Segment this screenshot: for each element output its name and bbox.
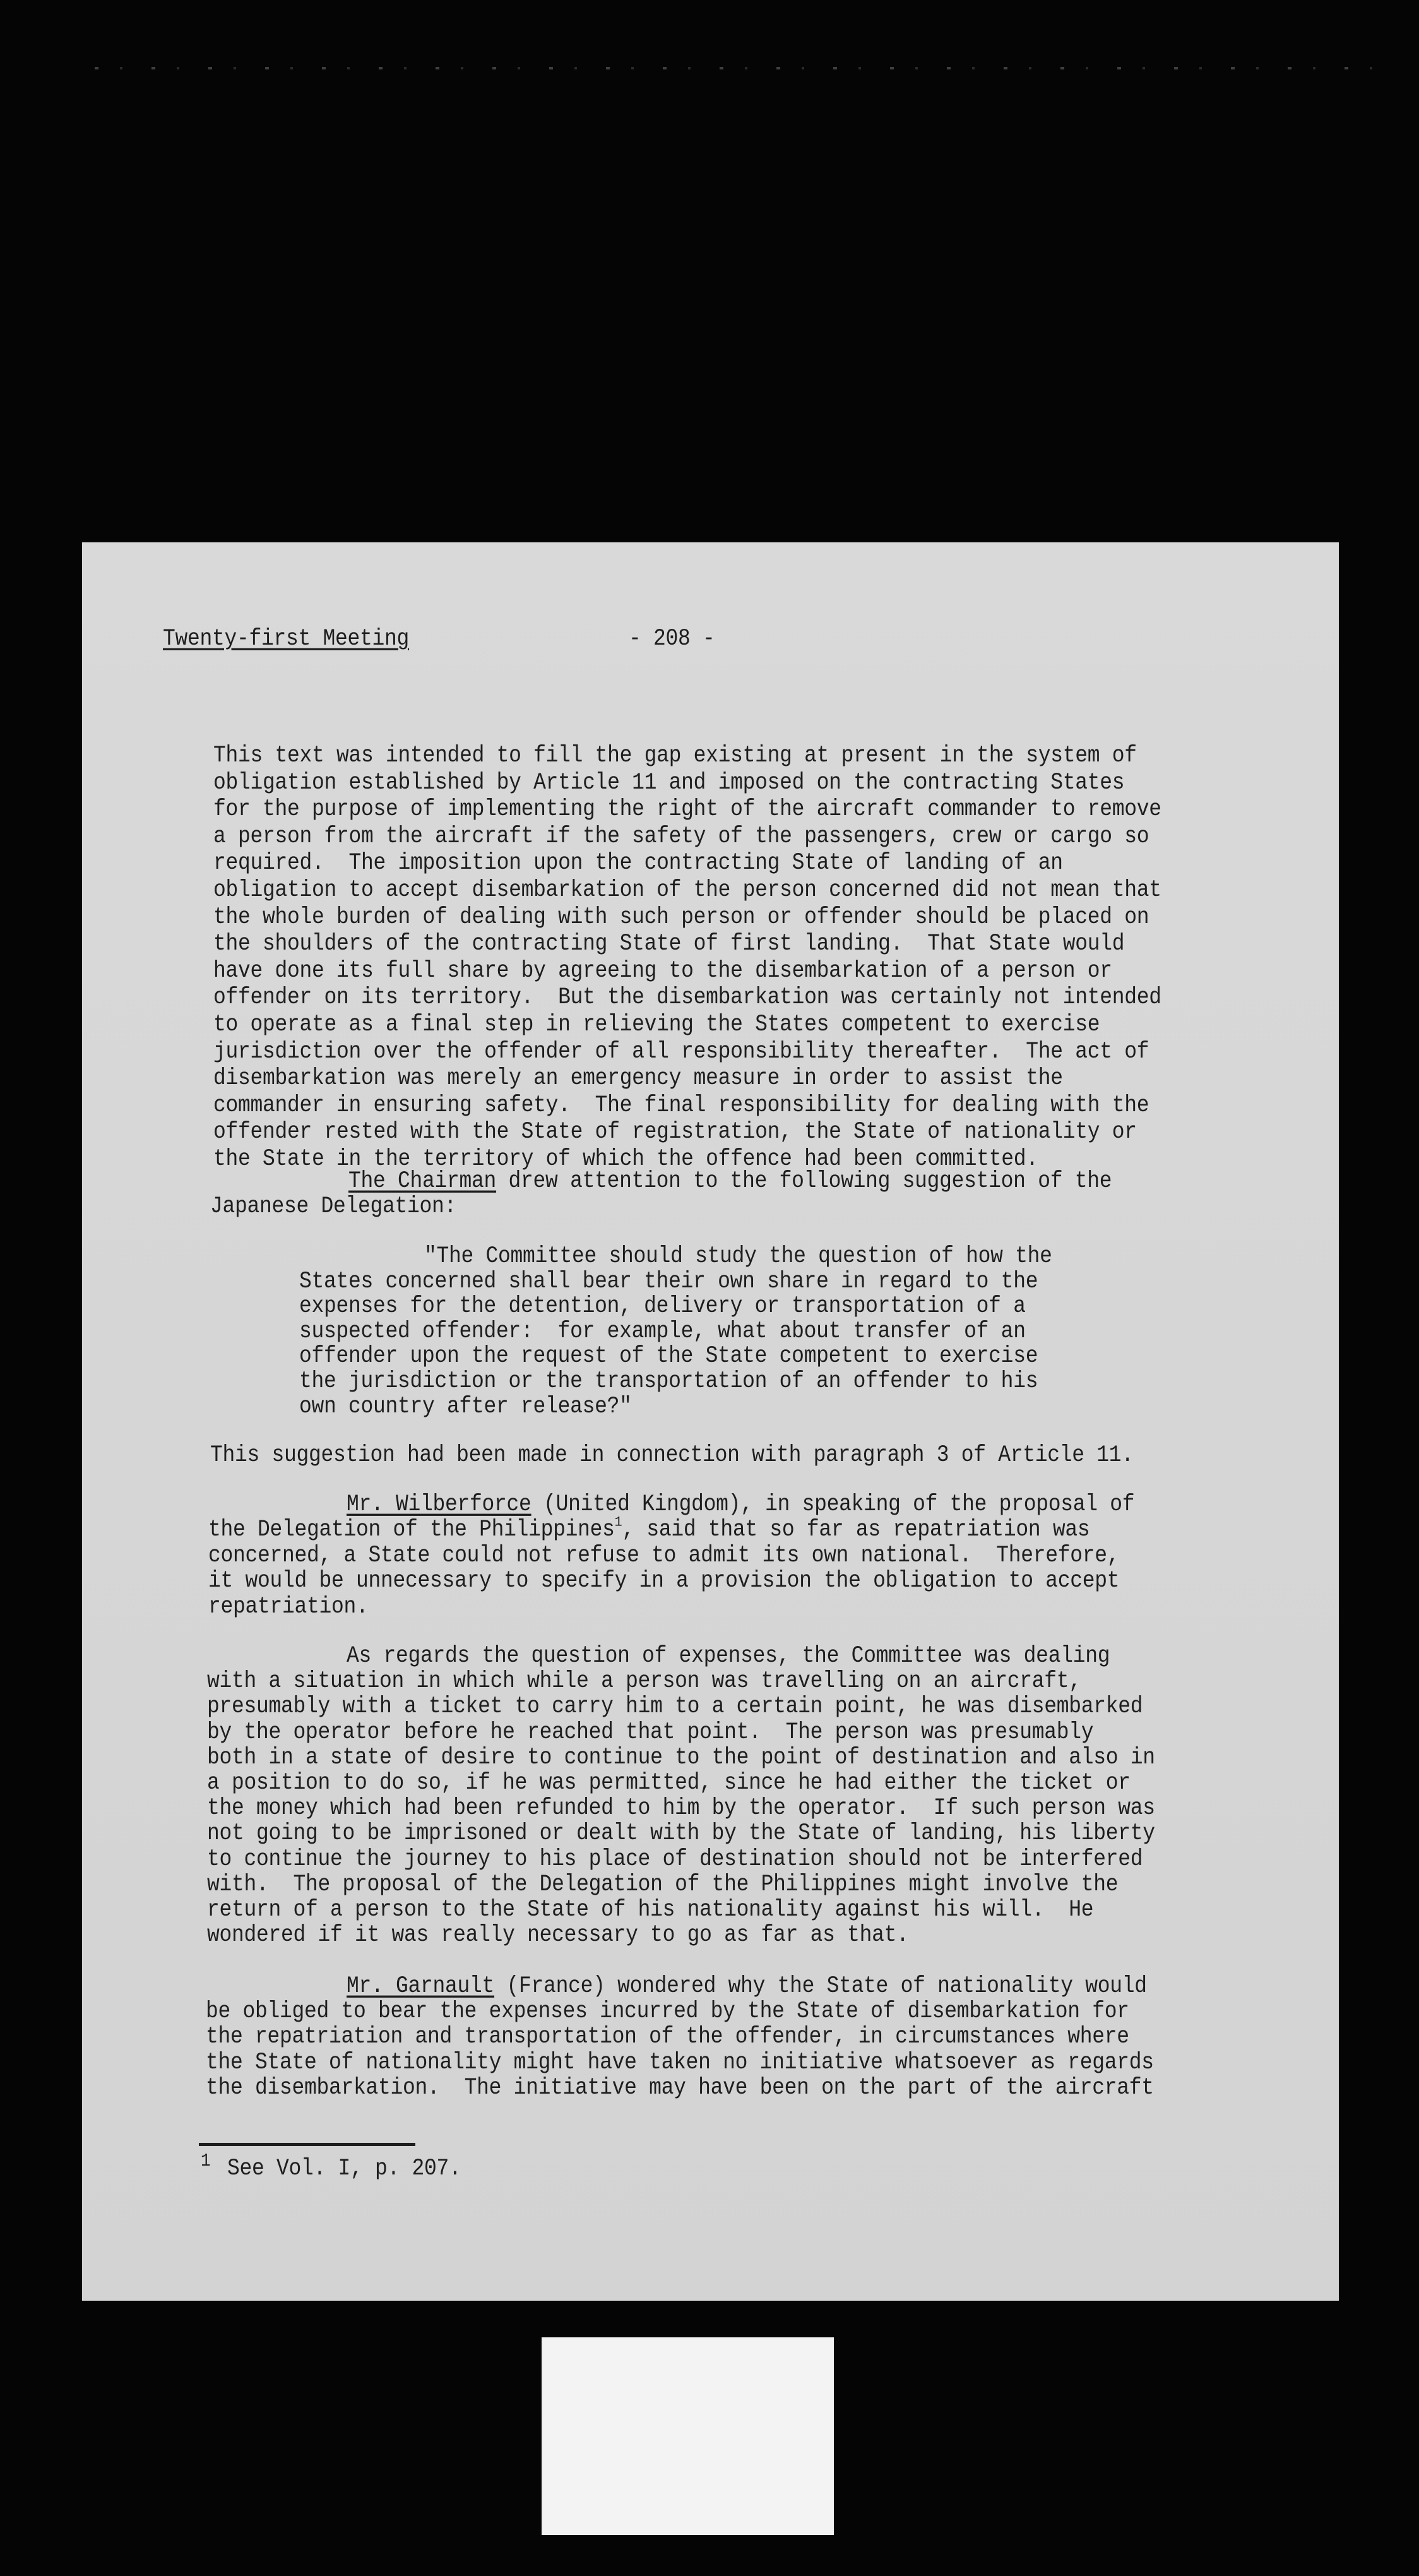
- quote-japanese-delegation-line: [299, 1342, 1038, 1371]
- text-run: return of a person to the State of his nationality against his will. He: [207, 1896, 1094, 1923]
- quote-japanese-delegation-line: [299, 1368, 1038, 1396]
- footnote-rule: [199, 2143, 415, 2146]
- paragraph-garnault-line: [206, 2073, 1154, 2102]
- speaker-name: The Chairman: [348, 1167, 497, 1195]
- text-run: it would be unnecessary to specify in a provision the obligation to accept: [208, 1567, 1120, 1594]
- footnote-text: See Vol. I, p. 207.: [227, 2155, 461, 2182]
- text-run: expenses for the detention, delivery or transportation of a: [299, 1292, 1026, 1320]
- page-number: - 208 -: [629, 625, 715, 652]
- text-run: the jurisdiction or the transportation of an offender to his: [299, 1368, 1038, 1395]
- text-run: to continue the journey to his place of destination should not be interfered: [207, 1846, 1143, 1872]
- footnote-marker: 1: [201, 2150, 211, 2171]
- speaker-name: Mr. Garnault: [347, 1972, 495, 2000]
- paragraph-expenses-line: [207, 1921, 909, 1950]
- paragraph-gap-in-system-line: [213, 930, 1124, 958]
- paragraph-gap-in-system-line: [213, 957, 1112, 985]
- text-run: the whole burden of dealing with such person or offender should be placed on: [213, 903, 1149, 930]
- meeting-title: Twenty-first Meeting: [163, 625, 410, 652]
- scan-edge-strip: [95, 67, 1389, 69]
- text-run: This text was intended to fill the gap existing at present in the system of: [213, 742, 1137, 769]
- paragraph-garnault-line: [206, 2023, 1129, 2051]
- paragraph-gap-in-system-line: [213, 1118, 1137, 1147]
- quote-japanese-delegation-line: [299, 1392, 632, 1421]
- text-run: , said that so far as repatriation was: [622, 1517, 1090, 1543]
- paragraph-chairman-line: [348, 1167, 1112, 1196]
- text-run: concerned, a State could not refuse to admit its own national. Therefore,: [208, 1542, 1120, 1568]
- quote-japanese-delegation-line: [299, 1292, 1026, 1321]
- paragraph-expenses-line: [207, 1769, 1131, 1798]
- paragraph-gap-in-system-line: [213, 849, 1063, 878]
- text-run: by the operator before he reached that point. The person was presumably: [207, 1719, 1094, 1745]
- paragraph-expenses-line: [207, 1845, 1143, 1873]
- paragraph-gap-in-system-line: [213, 903, 1149, 931]
- text-run: with a situation in which while a person was travelling on an aircraft,: [207, 1667, 1081, 1695]
- blank-card: [542, 2337, 834, 2535]
- text-run: a position to do so, if he was permitted, since he had either the ticket or: [207, 1769, 1131, 1796]
- text-run: to operate as a final step in relieving the States competent to exercise: [213, 1011, 1100, 1038]
- text-run: (United Kingdom), in speaking of the proposal of: [531, 1491, 1135, 1518]
- paragraph-garnault-line: [206, 2048, 1154, 2077]
- quote-japanese-delegation-line: [299, 1317, 1026, 1345]
- paragraph-gap-in-system-line: [213, 768, 1124, 797]
- speaker-name: Mr. Wilberforce: [347, 1491, 531, 1518]
- text-run: the Delegation of the Philippines: [208, 1517, 615, 1543]
- text-run: "The Committee should study the question of how the: [424, 1243, 1052, 1270]
- paragraph-gap-in-system-line: [213, 1011, 1100, 1039]
- paragraph-expenses-line: [207, 1794, 1155, 1823]
- text-run: both in a state of desire to continue to the point of destination and also in: [207, 1744, 1155, 1770]
- text-run: a person from the aircraft if the safety of the passengers, crew or cargo so: [213, 823, 1149, 849]
- text-run: the disembarkation. The initiative may have been on the part of the aircraft: [206, 2074, 1154, 2101]
- footnote-reference: 1: [614, 1514, 622, 1531]
- paragraph-gap-in-system-line: [213, 1091, 1149, 1119]
- quote-japanese-delegation-line: [424, 1243, 1052, 1271]
- paragraph-expenses-line: [207, 1870, 1118, 1899]
- text-run: suspected offender: for example, what about transfer of an: [299, 1318, 1026, 1344]
- text-run: required. The imposition upon the contracting State of landing of an: [213, 850, 1063, 876]
- paragraph-gap-in-system-line: [213, 876, 1161, 905]
- text-run: the repatriation and transportation of the offender, in circumstances where: [206, 2024, 1129, 2050]
- paragraph-wilberforce-line: [347, 1491, 1134, 1519]
- text-run: for the purpose of implementing the right of the aircraft commander to remove: [213, 796, 1161, 823]
- text-run: the State in the territory of which the offence had been committed.: [213, 1145, 1038, 1172]
- paragraph-suggestion-context-line: [210, 1441, 1134, 1470]
- paragraph-expenses-line: [207, 1820, 1155, 1848]
- text-run: States concerned shall bear their own share in regard to the: [299, 1268, 1038, 1294]
- text-run: obligation established by Article 11 and imposed on the contracting States: [213, 769, 1125, 796]
- text-run: obligation to accept disembarkation of the person concerned did not mean that: [213, 876, 1161, 903]
- paragraph-gap-in-system-line: [213, 742, 1137, 770]
- text-run: (France) wondered why the State of nationality would: [494, 1972, 1147, 2000]
- text-run: not going to be imprisoned or dealt with by the State of landing, his liberty: [207, 1820, 1155, 1847]
- quote-japanese-delegation-line: [299, 1267, 1038, 1296]
- paragraph-gap-in-system-line: [213, 984, 1161, 1012]
- paragraph-wilberforce-line: [208, 1516, 1089, 1544]
- paragraph-gap-in-system-line: [213, 1064, 1063, 1093]
- text-run: repatriation.: [208, 1593, 369, 1619]
- text-run: have done its full share by agreeing to the disembarkation of a person or: [213, 957, 1112, 984]
- text-run: commander in ensuring safety. The final responsibility for dealing with the: [213, 1092, 1149, 1118]
- paragraph-expenses-line: [207, 1667, 1081, 1696]
- paragraph-gap-in-system-line: [213, 1037, 1149, 1066]
- paragraph-gap-in-system-line: [213, 796, 1161, 824]
- running-header: [163, 625, 409, 653]
- paragraph-wilberforce-line: [208, 1567, 1119, 1595]
- text-run: the shoulders of the contracting State of first landing. That State would: [213, 930, 1125, 957]
- text-run: wondered if it was really necessary to go as far as that.: [207, 1921, 909, 1948]
- text-run: be obliged to bear the expenses incurred by the State of disembarkation for: [206, 1998, 1129, 2025]
- paragraph-expenses-line: [207, 1743, 1155, 1772]
- text-run: own country after release?": [299, 1393, 632, 1419]
- paragraph-wilberforce-line: [208, 1541, 1119, 1570]
- text-run: the State of nationality might have taken no initiative whatsoever as regards: [206, 2049, 1154, 2075]
- text-run: Japanese Delegation:: [210, 1193, 457, 1220]
- paragraph-expenses-line: [347, 1642, 1110, 1671]
- paragraph-expenses-line: [207, 1693, 1143, 1721]
- paragraph-gap-in-system-line: [213, 822, 1149, 850]
- text-run: As regards the question of expenses, the Committee was dealing: [347, 1642, 1110, 1669]
- text-run: offender upon the request of the State competent to exercise: [299, 1343, 1038, 1369]
- text-run: with. The proposal of the Delegation of the Philippines might involve the: [207, 1871, 1119, 1897]
- paragraph-wilberforce-line: [208, 1592, 369, 1621]
- text-run: the money which had been refunded to him by the operator. If such person was: [207, 1794, 1155, 1822]
- text-run: This suggestion had been made in connection with paragraph 3 of Article 11.: [210, 1441, 1134, 1469]
- text-run: offender on its territory. But the disembarkation was certainly not intended: [213, 984, 1161, 1011]
- paragraph-garnault-line: [347, 1972, 1147, 2001]
- paragraph-expenses-line: [207, 1718, 1093, 1746]
- paragraph-expenses-line: [207, 1896, 1093, 1924]
- text-run: disembarkation was merely an emergency measure in order to assist the: [213, 1064, 1063, 1092]
- paragraph-chairman-line: [210, 1193, 456, 1221]
- text-run: offender rested with the State of registration, the State of nationality or: [213, 1119, 1137, 1145]
- text-run: presumably with a ticket to carry him to a certain point, he was disembarked: [207, 1693, 1143, 1720]
- text-run: jurisdiction over the offender of all responsibility thereafter. The act of: [213, 1038, 1149, 1064]
- text-run: drew attention to the following suggestion of the: [496, 1167, 1112, 1195]
- paragraph-garnault-line: [206, 1998, 1129, 2026]
